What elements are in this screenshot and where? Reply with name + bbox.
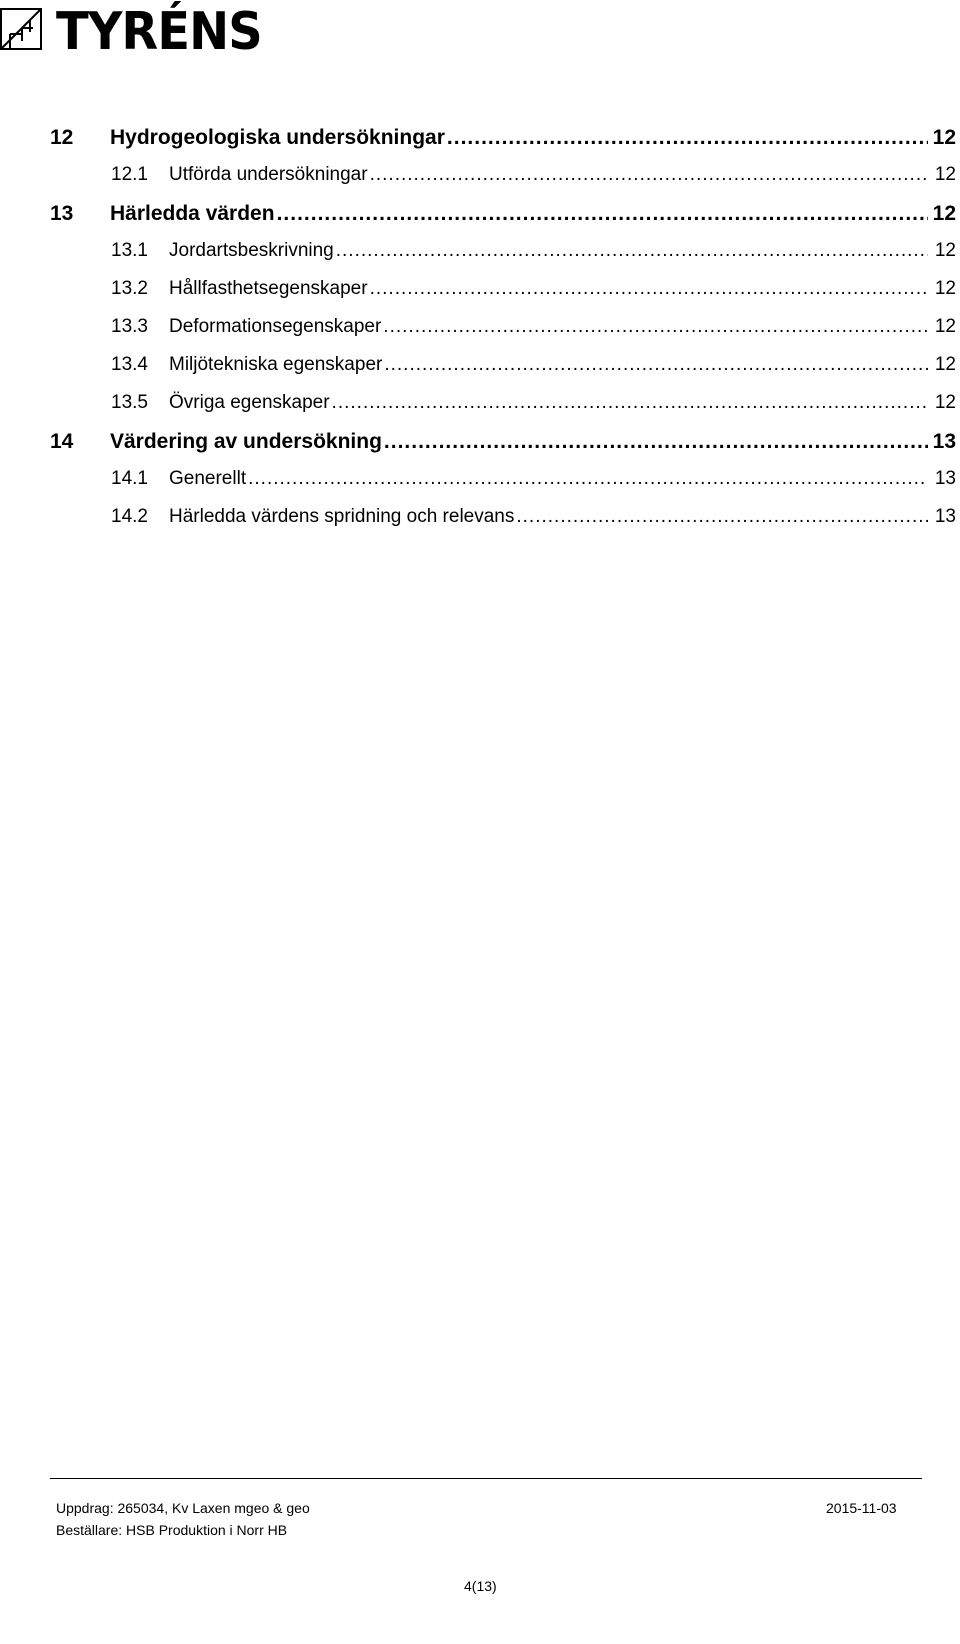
toc-entry-number: 13.1 <box>111 240 148 261</box>
toc-entry-number: 13.4 <box>111 354 148 375</box>
toc-entry-number: 13.5 <box>111 392 148 413</box>
toc-entry[interactable] <box>50 278 956 316</box>
toc-entry-page: 12 <box>934 392 956 413</box>
toc-entry-page: 12 <box>932 202 956 225</box>
toc-entry-title: Deformationsegenskaper <box>169 316 382 337</box>
toc-entry-title: Hållfasthetsegenskaper <box>169 278 368 299</box>
toc-entry-page: 13 <box>934 468 956 489</box>
toc-entry-page: 13 <box>932 430 956 453</box>
toc-dot-leader <box>447 126 928 150</box>
toc-entry[interactable] <box>50 126 956 164</box>
footer-date: 2015-11-03 <box>826 1500 897 1516</box>
tyrens-logo-icon <box>0 8 42 50</box>
toc-dot-leader <box>332 392 928 414</box>
toc-entry[interactable] <box>50 202 956 240</box>
toc-dot-leader <box>370 278 928 300</box>
logo-wordmark: TYRÉNS <box>56 2 262 62</box>
toc-entry-title: Härledda värden <box>110 202 275 225</box>
toc-entry-number: 13 <box>50 202 74 225</box>
toc-entry-title: Generellt <box>169 468 247 489</box>
toc-entry-title: Härledda värdens spridning och relevans <box>169 506 515 527</box>
toc-entry[interactable] <box>50 354 956 392</box>
toc-entry-page: 12 <box>932 126 956 149</box>
page-number: 4(13) <box>464 1578 497 1594</box>
toc-entry[interactable] <box>50 430 956 468</box>
toc-entry-page: 12 <box>934 354 956 375</box>
toc-dot-leader <box>384 354 928 376</box>
company-logo <box>0 0 260 60</box>
toc-entry-number: 13.3 <box>111 316 148 337</box>
toc-entry[interactable] <box>50 164 956 202</box>
toc-entry[interactable] <box>50 468 956 506</box>
toc-entry-page: 12 <box>934 278 956 299</box>
toc-entry-number: 12 <box>50 126 74 149</box>
toc-entry[interactable] <box>50 316 956 354</box>
toc-dot-leader <box>383 316 928 338</box>
toc-entry-title: Utförda undersökningar <box>169 164 368 185</box>
toc-entry-title: Värdering av undersökning <box>110 430 382 453</box>
toc-entry-title: Jordartsbeskrivning <box>169 240 334 261</box>
table-of-contents <box>50 126 956 544</box>
toc-entry-number: 13.2 <box>111 278 148 299</box>
toc-dot-leader <box>277 202 928 226</box>
footer-divider <box>50 1478 922 1479</box>
toc-entry-title: Miljötekniska egenskaper <box>169 354 383 375</box>
toc-entry-number: 14.1 <box>111 468 148 489</box>
toc-entry-page: 12 <box>934 240 956 261</box>
toc-entry[interactable] <box>50 240 956 278</box>
toc-entry-number: 14.2 <box>111 506 148 527</box>
toc-dot-leader <box>516 506 928 528</box>
footer-client: Beställare: HSB Produktion i Norr HB <box>56 1522 288 1538</box>
toc-entry[interactable] <box>50 506 956 544</box>
toc-entry-number: 12.1 <box>111 164 148 185</box>
toc-entry[interactable] <box>50 392 956 430</box>
toc-dot-leader <box>336 240 928 262</box>
toc-entry-page: 13 <box>934 506 956 527</box>
toc-dot-leader <box>384 430 928 454</box>
toc-entry-page: 12 <box>934 164 956 185</box>
toc-entry-page: 12 <box>934 316 956 337</box>
toc-entry-title: Hydrogeologiska undersökningar <box>110 126 445 149</box>
footer-assignment: Uppdrag: 265034, Kv Laxen mgeo & geo <box>56 1500 310 1516</box>
toc-entry-number: 14 <box>50 430 74 453</box>
toc-entry-title: Övriga egenskaper <box>169 392 330 413</box>
toc-dot-leader <box>248 468 928 490</box>
toc-dot-leader <box>370 164 928 186</box>
